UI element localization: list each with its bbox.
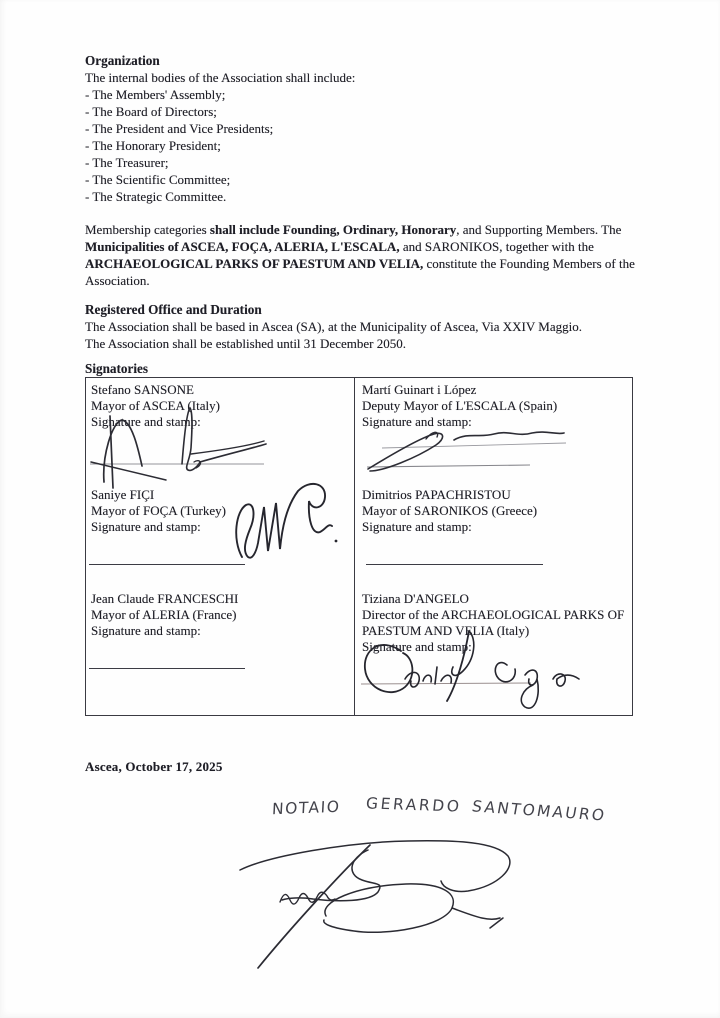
- organization-heading: Organization: [85, 53, 160, 68]
- signatory-name: Stefano SANSONE: [91, 382, 194, 397]
- registered-office-line-2: The Association shall be established until 31 December 2050.: [85, 336, 406, 351]
- org-bullet-scientific-committee: - The Scientific Committee;: [85, 172, 231, 187]
- signature-line: [89, 564, 245, 565]
- membership-seg-bold-parks: ARCHAEOLOGICAL PARKS OF PAESTUM AND VELIA,: [85, 256, 424, 271]
- signatory-title: Mayor of FOÇA (Turkey): [91, 503, 226, 518]
- dateline: Ascea, October 17, 2025: [85, 759, 223, 774]
- signatory-cell-sansone: [86, 378, 354, 483]
- signatory-title: Director of the ARCHAEOLOGICAL PARKS OF PAESTUM AND VELIA (Italy): [362, 607, 625, 638]
- membership-paragraph: [85, 221, 650, 289]
- signatory-name: Jean Claude FRANCESCHI: [91, 591, 239, 606]
- signature-label: Signature and stamp:: [362, 414, 472, 429]
- notary-signature: [228, 836, 520, 976]
- membership-seg: , and Supporting Members. The: [456, 222, 622, 237]
- handwritten-word-gerardo: GERARDO: [365, 794, 463, 816]
- signatory-name: Tiziana D'ANGELO: [362, 591, 469, 606]
- signatory-title: Mayor of ASCEA (Italy): [91, 398, 220, 413]
- registered-office-line-1: The Association shall be based in Ascea (SA), at the Municipality of Ascea, Via XXIV Maggio.: [85, 319, 582, 334]
- org-bullet-honorary-president: - The Honorary President;: [85, 138, 221, 153]
- signatory-name: Dimitrios PAPACHRISTOU: [362, 487, 511, 502]
- membership-seg: and SARONIKOS, together with the: [399, 239, 594, 254]
- membership-seg-bold-municipalities: Municipalities of ASCEA, FOÇA, ALERIA, L'ESCALA,: [85, 239, 400, 254]
- signature-line: [366, 564, 543, 565]
- org-bullet-members-assembly: - The Members' Assembly;: [85, 87, 226, 102]
- signatory-title: Deputy Mayor of L'ESCALA (Spain): [362, 398, 558, 413]
- signatory-cell-guinart: [355, 378, 632, 483]
- signature-label: Signature and stamp:: [91, 414, 201, 429]
- signatory-cell-fici: [86, 483, 354, 587]
- membership-seg: constitute the Founding Members of the: [423, 256, 635, 271]
- org-bullet-strategic-committee: - The Strategic Committee.: [85, 189, 227, 204]
- signatory-cell-papachristou: [355, 483, 632, 587]
- signatory-title: Mayor of SARONIKOS (Greece): [362, 503, 538, 518]
- signature-label: Signature and stamp:: [362, 519, 472, 534]
- signature-label: Signature and stamp:: [91, 519, 201, 534]
- membership-seg-association: Association.: [85, 273, 150, 288]
- signatory-name: Saniye FIÇI: [91, 487, 155, 502]
- signatory-name: Martí Guinart i López: [362, 382, 477, 397]
- signatories-column-right: [355, 378, 632, 715]
- signatory-title: Mayor of ALERIA (France): [91, 607, 237, 622]
- org-bullet-board-of-directors: - The Board of Directors;: [85, 104, 217, 119]
- membership-seg-bold-categories: shall include Founding, Ordinary, Honorary: [209, 222, 457, 237]
- signatories-column-left: [86, 378, 355, 715]
- signature-line: [89, 668, 245, 669]
- org-bullet-treasurer: - The Treasurer;: [85, 155, 169, 170]
- membership-seg: Membership categories: [85, 222, 210, 237]
- handwritten-word-notaio: NOTAIO: [271, 797, 341, 819]
- signatories-heading: Signatories: [85, 361, 149, 376]
- signatory-cell-dangelo: [355, 587, 632, 714]
- signatory-cell-franceschi: [86, 587, 354, 714]
- org-bullet-president: - The President and Vice Presidents;: [85, 121, 274, 136]
- signatories-table: [85, 377, 633, 716]
- signature-label: Signature and stamp:: [91, 623, 201, 638]
- organization-intro: The internal bodies of the Association shall include:: [85, 70, 356, 85]
- registered-office-heading: Registered Office and Duration: [85, 302, 262, 317]
- document-body: [85, 52, 650, 775]
- signature-label: Signature and stamp:: [362, 639, 472, 654]
- handwritten-word-santomauro: SANTOMAURO: [470, 797, 608, 825]
- organization-bullet-list: [85, 86, 650, 205]
